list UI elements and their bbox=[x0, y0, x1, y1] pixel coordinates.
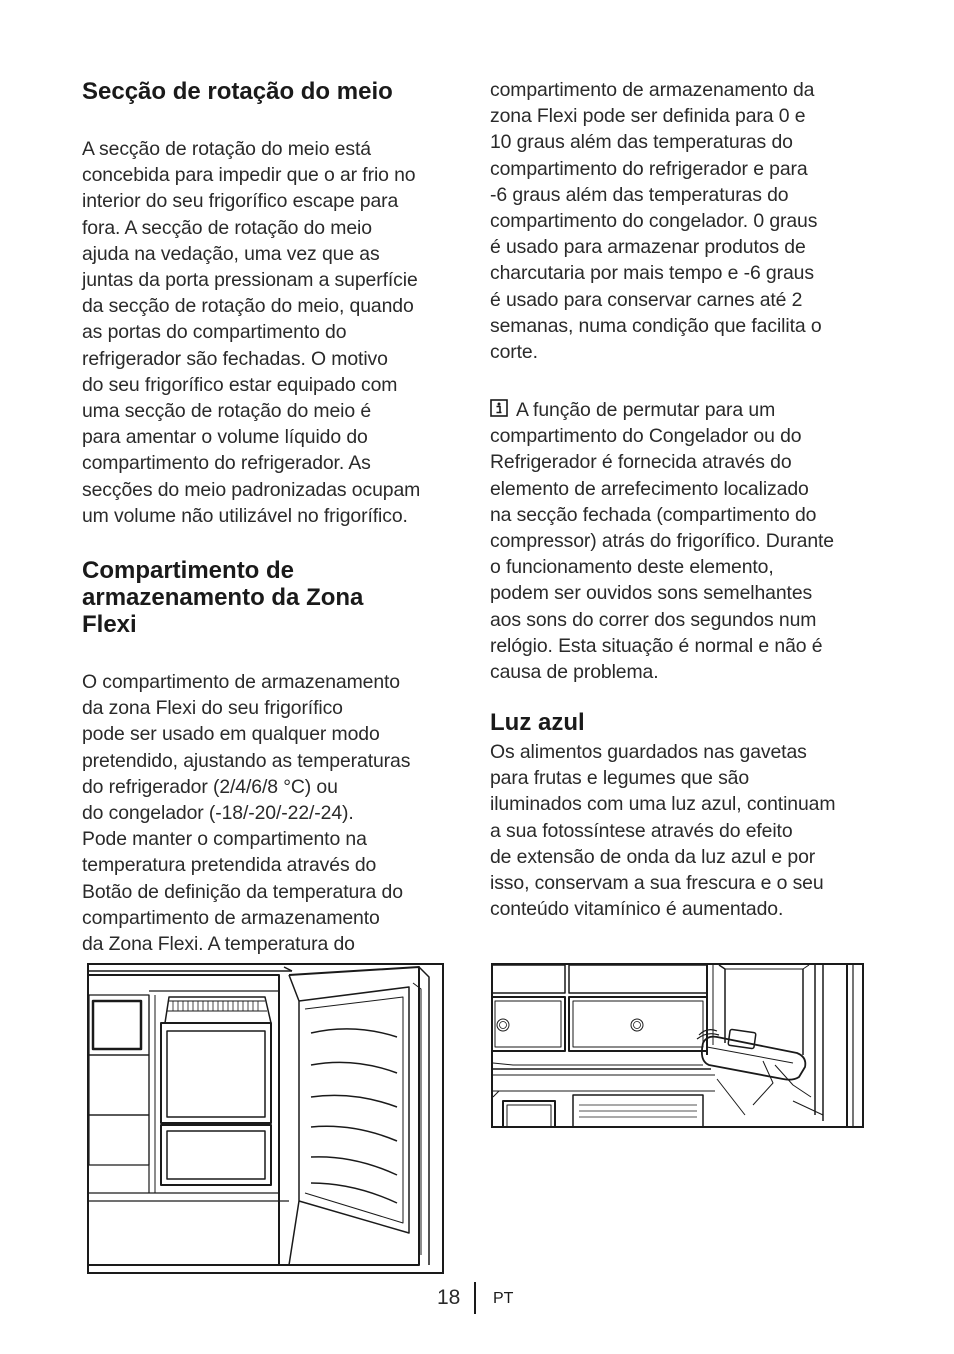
footer-divider bbox=[474, 1282, 476, 1314]
section-heading-flexi-zone: Compartimento de armazenamento da Zona Flexi bbox=[82, 557, 364, 638]
section-heading-blue-light: Luz azul bbox=[490, 709, 585, 736]
flexi-zone-continuation: compartimento de armazenamento da zona Flexi pode ser definida para 0 e 10 graus além das temperaturas do compartimento do refrigerador e para -6 graus além das temperaturas do compartimento do congelador. 0 graus é usado para armazenar produtos de charcutaria por mais tempo e -6 graus é usado para conservar carnes até 2 semanas, numa condição que facilita o corte. bbox=[490, 79, 822, 364]
info-note: A função de permutar para um compartimento do Congelador ou do Refrigerador é fornecida através do elemento de arrefecimento localizado na secção fechada (compartimento do compressor) atrás do frigorífico. Durante o funcionamento deste elemento, podem ser ouvidos sons semelhantes aos sons do correr dos segundos num relógio. Esta situação é normal e não é causa de problema. bbox=[490, 399, 834, 684]
page-number: 18 bbox=[437, 1286, 461, 1309]
language-code: PT bbox=[493, 1290, 514, 1307]
flexi-zone-illustration bbox=[87, 963, 444, 1274]
section-body-rotation: A secção de rotação do meio está concebida para impedir que o ar frio no interior do seu frigorífico escape para fora. A secção de rotação do meio ajuda na vedação, uma vez que as juntas da porta pressionam a superfície da secção de rotação do meio, quando as portas do compartimento do refrigerador são fechadas. O motivo do seu frigorífico estar equipado com uma secção de rotação do meio é para amentar o volume líquido do compartimento do refrigerador. As secções do meio padronizadas ocupam um volume não utilizável no frigorífico. bbox=[82, 138, 421, 527]
page-footer bbox=[0, 1282, 954, 1322]
section-body-flexi-zone: O compartimento de armazenamento da zona Flexi do seu frigorífico pode ser usado em qualquer modo pretendido, ajustando as temperaturas do refrigerador (2/4/6/8 °C) ou do congelador (-18/-20/-22/-24). Pode manter o compartimento na temperatura pretendida através do Botão de definição da temperatura do compartimento de armazenamento da Zona Flexi. A temperatura do bbox=[82, 671, 411, 956]
section-body-blue-light: Os alimentos guardados nas gavetas para frutas e legumes que são iluminados com uma luz azul, continuam a sua fotossíntese através do efeito de extensão de onda da luz azul e por isso, conservam a sua frescura e o seu conteúdo vitamínico é aumentado. bbox=[490, 741, 836, 921]
blue-light-illustration bbox=[491, 963, 864, 1128]
section-heading-rotation: Secção de rotação do meio bbox=[82, 78, 393, 105]
info-icon bbox=[490, 399, 508, 417]
